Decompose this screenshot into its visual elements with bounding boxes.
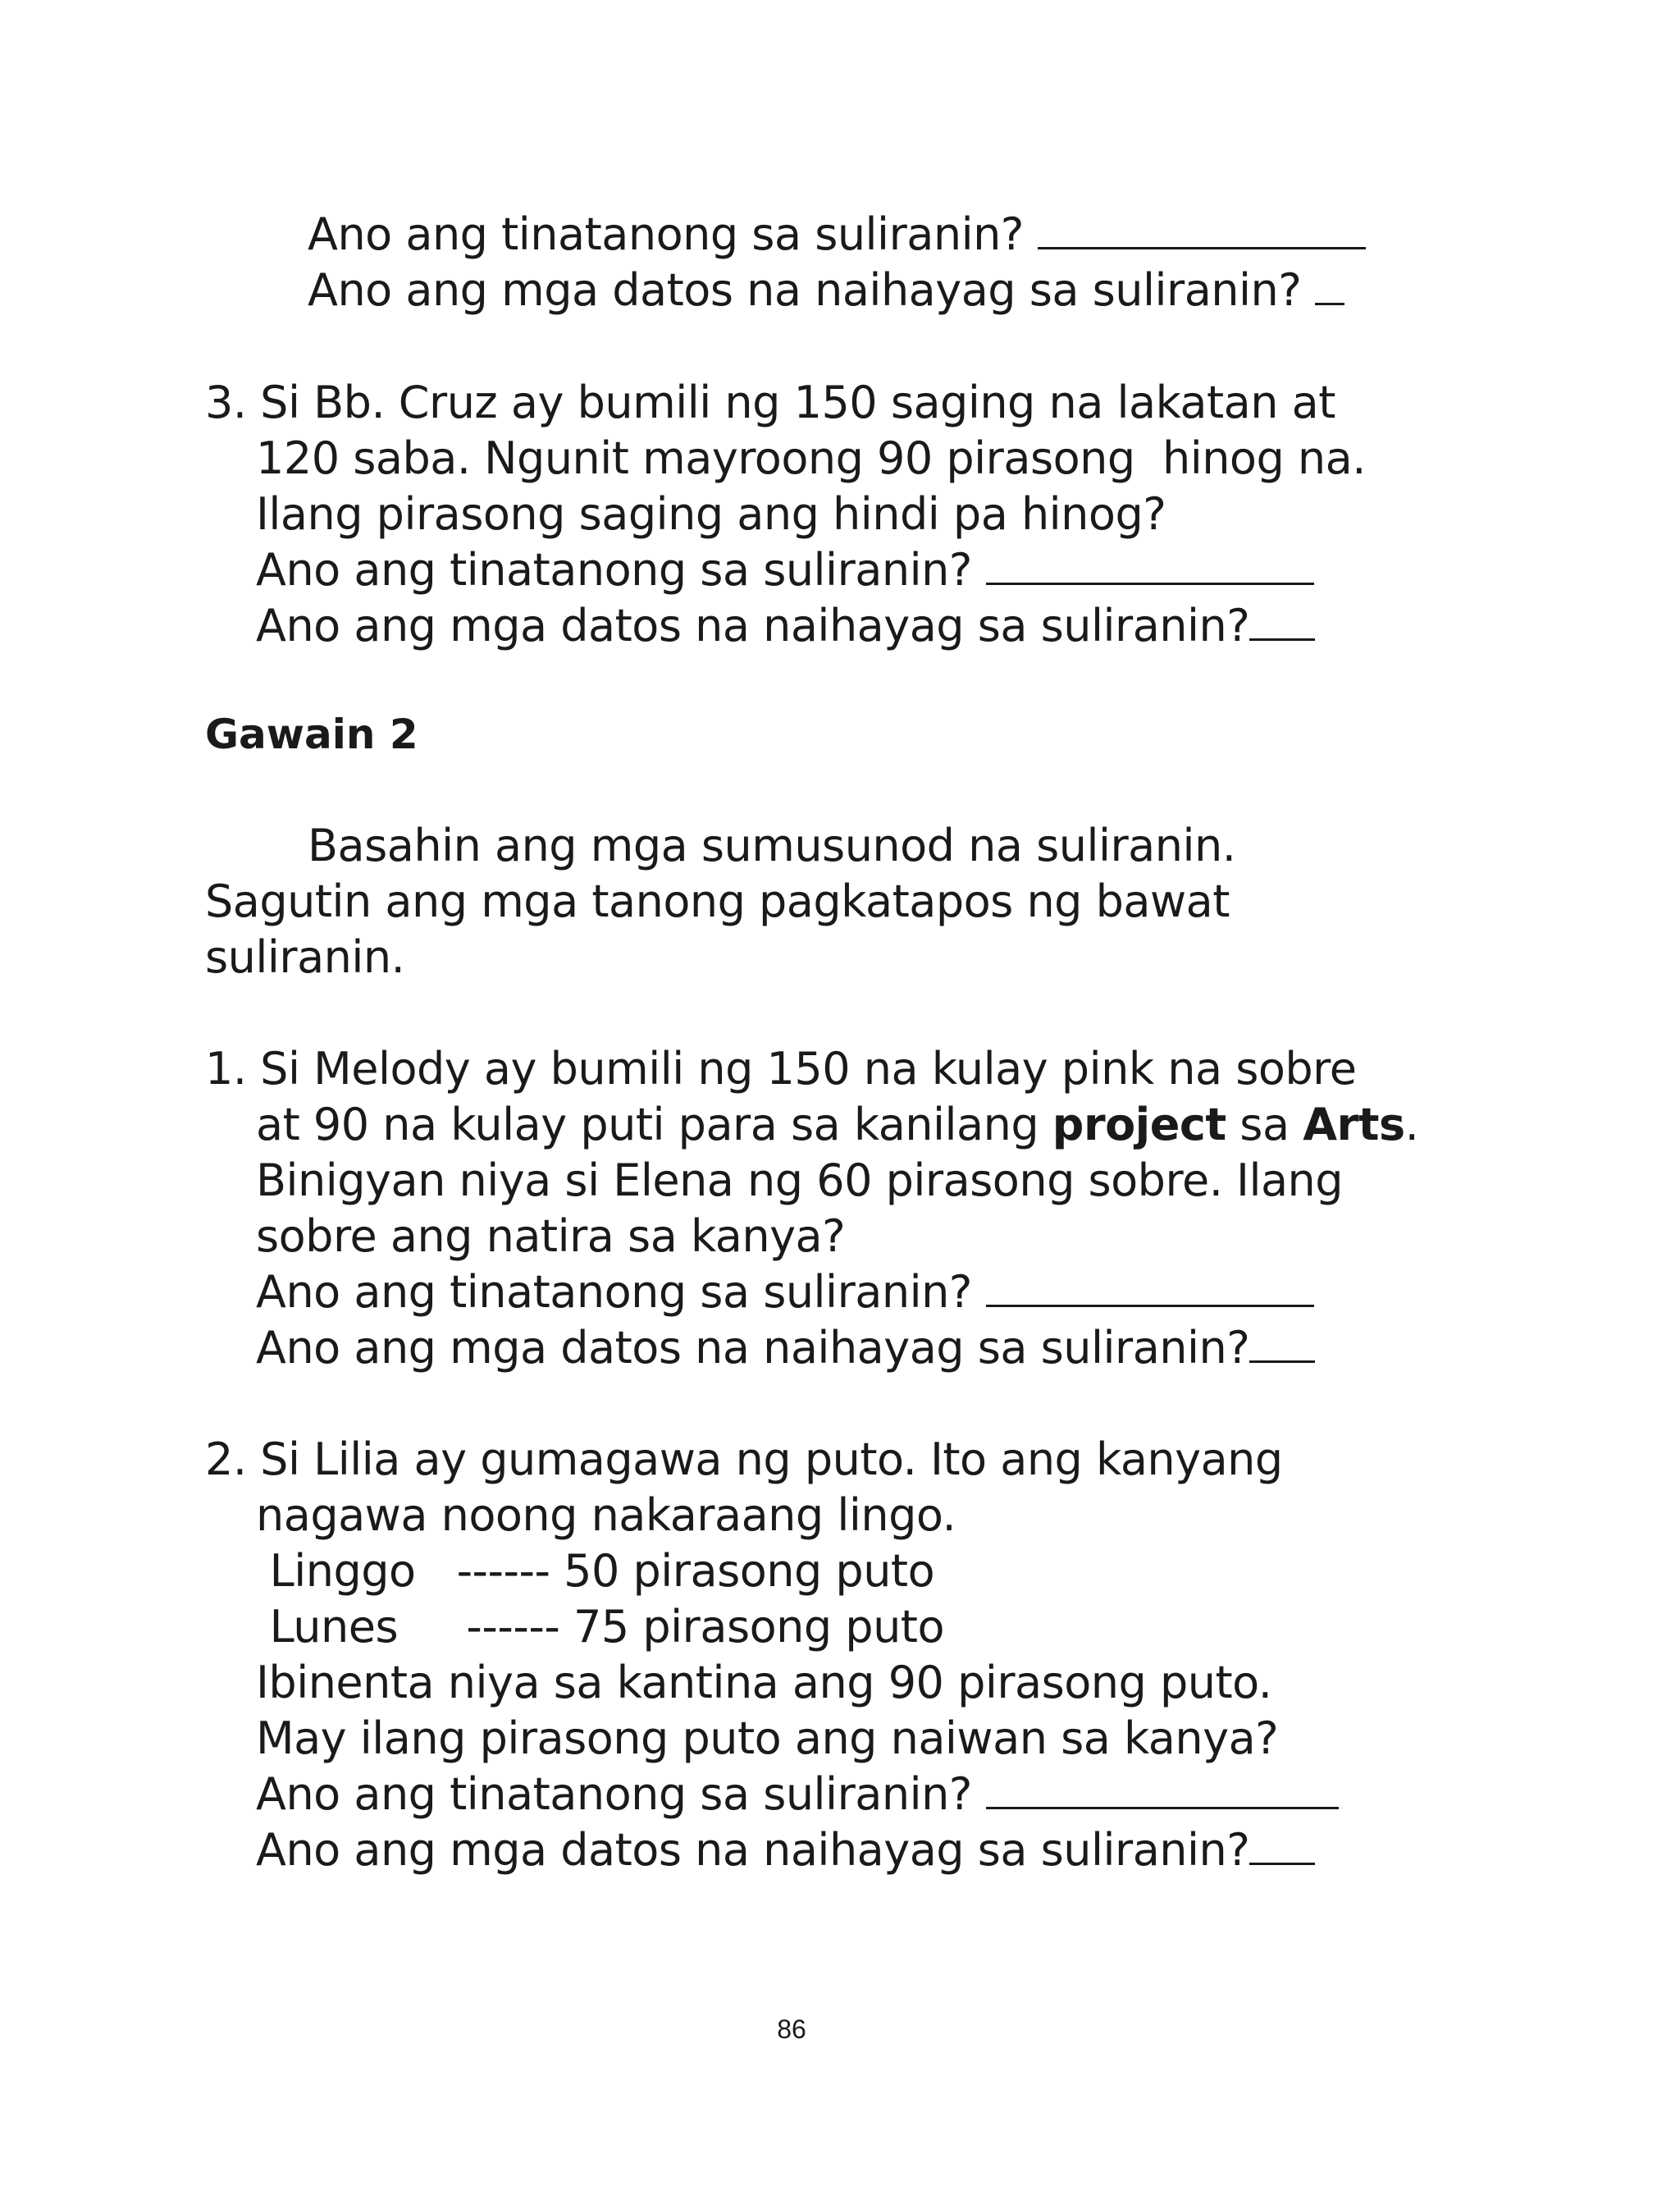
- answer-blank[interactable]: [1249, 1825, 1315, 1865]
- intro-line-1: Basahin ang mga sumusunod na suliranin.: [308, 820, 1236, 871]
- bold-word-project: project: [1052, 1099, 1226, 1150]
- problem-2-line-1: 2. Si Lilia ay gumagawa ng puto. Ito ang kanyang: [205, 1433, 1283, 1485]
- problem-1-line-3: Binigyan niya si Elena ng 60 pirasong sobre. Ilang: [256, 1154, 1344, 1206]
- answer-blank[interactable]: [1249, 601, 1315, 641]
- intro-line-2: Sagutin ang mga tanong pagkatapos ng bawat: [205, 876, 1230, 927]
- section-heading: Gawain 2: [205, 711, 418, 758]
- answer-line-question: [308, 207, 1366, 263]
- data-prompt: Ano ang mga datos na naihayag sa suliranin?: [256, 1824, 1250, 1876]
- answer-blank[interactable]: [1249, 1323, 1315, 1363]
- problem-1-text: .: [1404, 1099, 1419, 1150]
- answer-line-data: [256, 598, 1315, 654]
- answer-blank[interactable]: [1315, 265, 1344, 305]
- answer-line-data: [256, 1822, 1315, 1878]
- question-prompt: Ano ang tinatanong sa suliranin?: [256, 1266, 986, 1318]
- question-prompt: Ano ang tinatanong sa suliranin?: [308, 208, 1038, 260]
- answer-line-data: [256, 1320, 1315, 1376]
- answer-blank[interactable]: [986, 1769, 1339, 1809]
- bold-word-arts: Arts: [1303, 1099, 1405, 1150]
- problem-1-text: sa: [1226, 1099, 1303, 1150]
- problem-3-line-2: 120 saba. Ngunit mayroong 90 pirasong hinog na.: [256, 432, 1366, 484]
- problem-1-text: at 90 na kulay puti para sa kanilang: [256, 1099, 1052, 1150]
- day-entry-linggo: Linggo ------ 50 pirasong puto: [256, 1545, 935, 1597]
- answer-line-question: [256, 542, 1314, 598]
- question-prompt: Ano ang tinatanong sa suliranin?: [256, 1768, 986, 1820]
- answer-line-data: [308, 263, 1344, 318]
- problem-1-line-2: [256, 1097, 1418, 1153]
- answer-line-question: [256, 1264, 1314, 1320]
- answer-blank[interactable]: [986, 545, 1314, 585]
- answer-line-question: [256, 1767, 1339, 1822]
- problem-3-line-1: 3. Si Bb. Cruz ay bumili ng 150 saging na lakatan at: [205, 377, 1335, 428]
- data-prompt: Ano ang mga datos na naihayag sa suliranin?: [308, 264, 1316, 316]
- problem-2-line-2: nagawa noong nakaraang lingo.: [256, 1489, 956, 1541]
- problem-2-line-6: May ilang pirasong puto ang naiwan sa kanya?: [256, 1712, 1279, 1764]
- intro-line-3: suliranin.: [205, 931, 405, 983]
- problem-3-line-3: Ilang pirasong saging ang hindi pa hinog?: [256, 488, 1166, 540]
- question-prompt: Ano ang tinatanong sa suliranin?: [256, 544, 986, 596]
- problem-1-line-1: 1. Si Melody ay bumili ng 150 na kulay pink na sobre: [205, 1043, 1357, 1095]
- answer-blank[interactable]: [986, 1267, 1314, 1307]
- answer-blank[interactable]: [1038, 209, 1366, 249]
- data-prompt: Ano ang mga datos na naihayag sa suliranin?: [256, 600, 1250, 652]
- data-prompt: Ano ang mga datos na naihayag sa suliranin?: [256, 1322, 1250, 1374]
- page-number: 86: [777, 2014, 806, 2044]
- problem-2-line-5: Ibinenta niya sa kantina ang 90 pirasong puto.: [256, 1657, 1272, 1708]
- day-entry-lunes: Lunes ------ 75 pirasong puto: [256, 1601, 945, 1653]
- problem-1-line-4: sobre ang natira sa kanya?: [256, 1210, 846, 1262]
